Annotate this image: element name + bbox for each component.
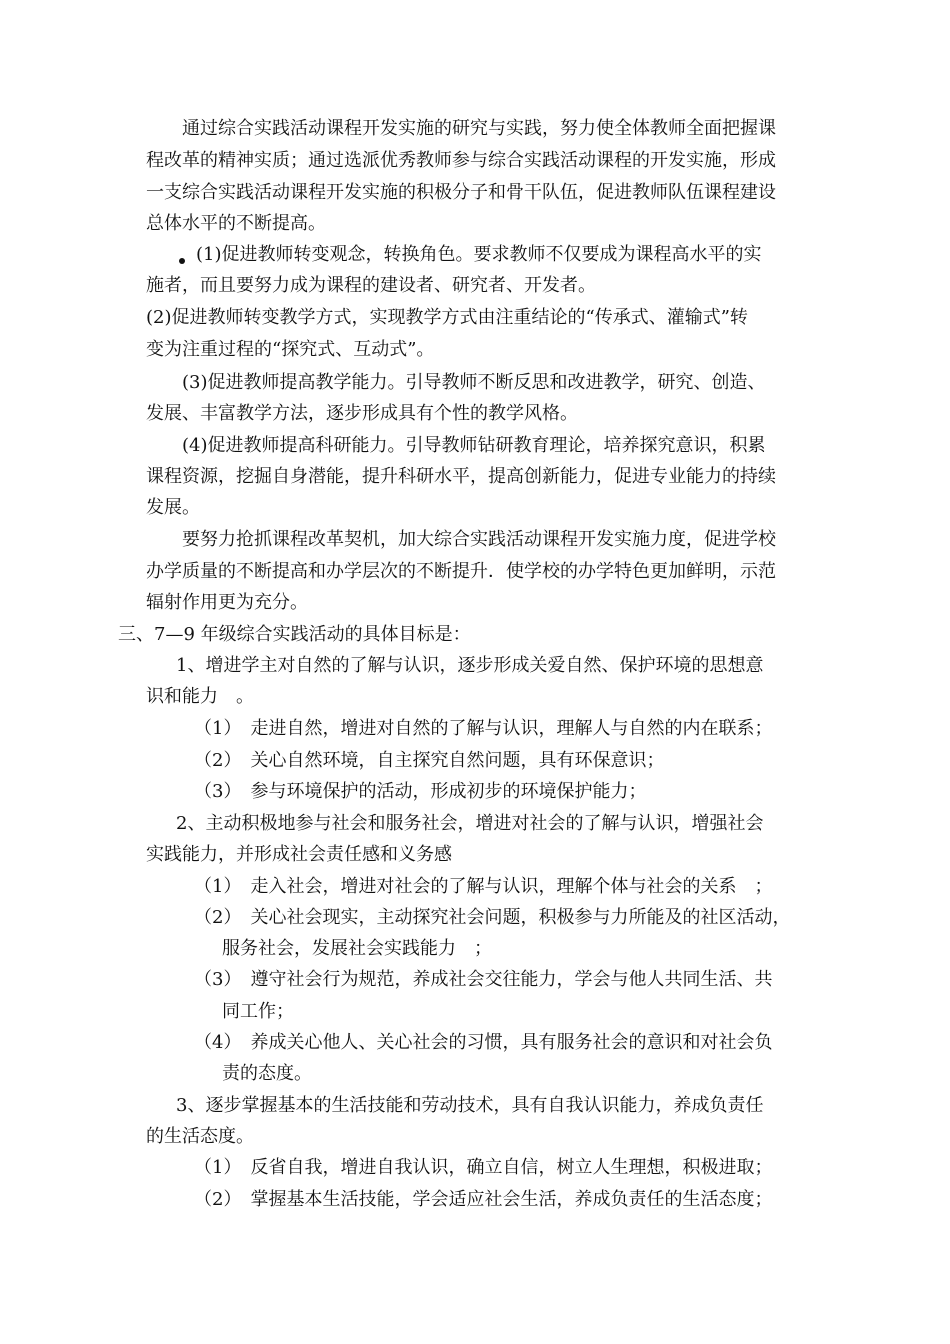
goal-item: 识和能力 。 [146, 686, 254, 707]
paragraph-line: 发展。 [146, 497, 200, 518]
paragraph-line: 施者，而且要努力成为课程的建设者、研究者、开发者。 [146, 275, 596, 296]
sub-goal-item: （4） 养成关心他人、关心社会的习惯，具有服务社会的意识和对社会负 [194, 1032, 773, 1053]
paragraph-line: (2)促进教师转变教学方式，实现教学方式由注重结论的“传承式、灌输式”转 [146, 307, 748, 328]
paragraph-line: 发展、丰富教学方法，逐步形成具有个性的教学风格。 [146, 403, 578, 424]
paragraph-line: 一支综合实践活动课程开发实施的积极分子和骨干队伍，促进教师队伍课程建设 [146, 182, 776, 203]
paragraph-line: (1)促进教师转变观念，转换角色。要求教师不仅要成为课程高水平的实 [196, 244, 762, 265]
paragraph-line: (4)促进教师提高科研能力。引导教师钻研教育理论，培养探究意识，积累 [182, 435, 766, 456]
sub-goal-item: （2） 关心自然环境，自主探究自然问题，具有环保意识； [194, 750, 665, 771]
paragraph-line: 辐射作用更为充分。 [146, 592, 308, 613]
sub-goal-item: （2） 关心社会现实，主动探究社会问题，积极参与力所能及的社区活动， [194, 907, 791, 928]
paragraph-line: 要努力抢抓课程改革契机，加大综合实践活动课程开发实施力度，促进学校 [182, 529, 776, 550]
goal-item: 1、增进学主对自然的了解与认识，逐步形成关爱自然、保护环境的思想意 [176, 655, 764, 676]
paragraph-line: 通过综合实践活动课程开发实施的研究与实践，努力使全体教师全面把握课 [182, 118, 776, 139]
sub-goal-item: （2） 掌握基本生活技能，学会适应社会生活，养成负责任的生活态度； [194, 1189, 773, 1210]
paragraph-line: 变为注重过程的“探究式、互动式”。 [146, 339, 435, 360]
sub-goal-item: 同工作； [222, 1001, 294, 1022]
paragraph-line: 程改革的精神实质；通过选派优秀教师参与综合实践活动课程的开发实施，形成 [146, 150, 776, 171]
goal-item: 实践能力，并形成社会责任感和义务感 [146, 844, 452, 865]
sub-goal-item: （1） 走入社会，增进对社会的了解与认识，理解个体与社会的关系 ； [194, 876, 773, 897]
goal-item: 3、逐步掌握基本的生活技能和劳动技术，具有自我认识能力，养成负责任 [176, 1095, 764, 1116]
bullet-dot-icon [179, 258, 185, 264]
sub-goal-item: 责的态度。 [222, 1063, 312, 1084]
paragraph-line: 办学质量的不断提高和办学层次的不断提升．使学校的办学特色更加鲜明，示范 [146, 561, 776, 582]
goal-item: 的生活态度。 [146, 1126, 254, 1147]
sub-goal-item: （1） 反省自我，增进自我认识，确立自信，树立人生理想，积极进取； [194, 1157, 773, 1178]
section-heading: 三、7—9 年级综合实践活动的具体目标是： [118, 624, 471, 645]
paragraph-line: (3)促进教师提高教学能力。引导教师不断反思和改进教学，研究、创造、 [182, 372, 766, 393]
sub-goal-item: （3） 遵守社会行为规范，养成社会交往能力，学会与他人共同生活、共 [194, 969, 773, 990]
sub-goal-item: （3） 参与环境保护的活动，形成初步的环境保护能力； [194, 781, 647, 802]
paragraph-line: 课程资源，挖掘自身潜能，提升科研水平，提高创新能力，促进专业能力的持续 [146, 466, 776, 487]
sub-goal-item: 服务社会，发展社会实践能力 ； [222, 938, 492, 959]
goal-item: 2、主动积极地参与社会和服务社会，增进对社会的了解与认识，增强社会 [176, 813, 764, 834]
paragraph-line: 总体水平的不断提高。 [146, 213, 326, 234]
sub-goal-item: （1） 走进自然，增进对自然的了解与认识，理解人与自然的内在联系； [194, 718, 773, 739]
